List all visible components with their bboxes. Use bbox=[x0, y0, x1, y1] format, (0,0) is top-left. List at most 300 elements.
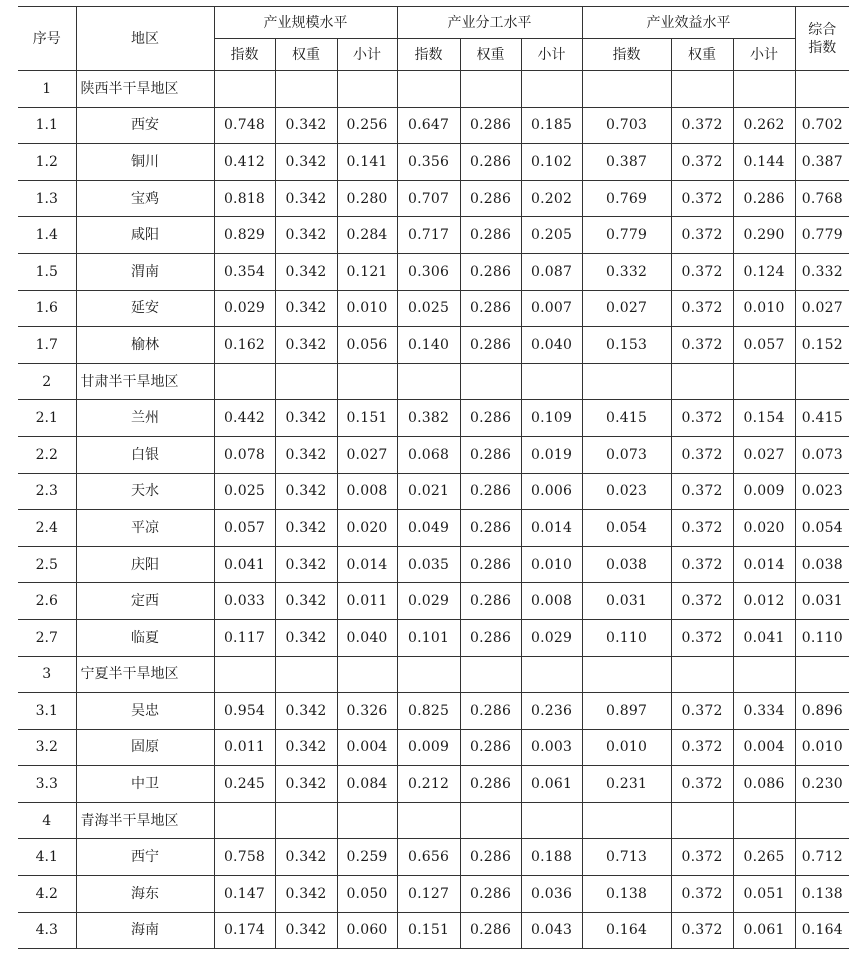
row-number: 3.2 bbox=[18, 729, 76, 766]
division-subtotal-cell: 0.036 bbox=[521, 876, 582, 913]
row-number: 4.2 bbox=[18, 876, 76, 913]
division-subtotal-cell: 0.205 bbox=[521, 217, 582, 254]
scale-index-cell: 0.245 bbox=[214, 766, 275, 803]
benefit-subtotal-cell: 0.124 bbox=[733, 253, 795, 290]
benefit-weight-cell: 0.372 bbox=[671, 253, 733, 290]
scale-subtotal-cell: 0.280 bbox=[337, 180, 397, 217]
row-number: 2.2 bbox=[18, 436, 76, 473]
division-index-cell: 0.035 bbox=[397, 546, 460, 583]
row-number: 1.4 bbox=[18, 217, 76, 254]
benefit-index-cell: 0.769 bbox=[582, 180, 671, 217]
composite-index-cell: 0.031 bbox=[795, 583, 849, 620]
empty-cell bbox=[460, 802, 521, 839]
division-subtotal-cell: 0.006 bbox=[521, 473, 582, 510]
benefit-subtotal-cell: 0.057 bbox=[733, 327, 795, 364]
scale-index-cell: 0.011 bbox=[214, 729, 275, 766]
table-row bbox=[18, 253, 849, 290]
row-number: 1.7 bbox=[18, 327, 76, 364]
division-subtotal-cell: 0.061 bbox=[521, 766, 582, 803]
empty-cell bbox=[460, 656, 521, 693]
table-row bbox=[18, 436, 849, 473]
composite-index-cell: 0.010 bbox=[795, 729, 849, 766]
scale-index-cell: 0.033 bbox=[214, 583, 275, 620]
division-weight-cell: 0.286 bbox=[460, 180, 521, 217]
benefit-index-cell: 0.387 bbox=[582, 144, 671, 181]
composite-index-cell: 0.138 bbox=[795, 876, 849, 913]
benefit-weight-cell: 0.372 bbox=[671, 510, 733, 547]
scale-weight-cell: 0.342 bbox=[275, 693, 337, 730]
scale-subtotal-cell: 0.020 bbox=[337, 510, 397, 547]
row-number: 2 bbox=[18, 363, 76, 400]
division-subtotal-cell: 0.102 bbox=[521, 144, 582, 181]
scale-weight-cell: 0.342 bbox=[275, 473, 337, 510]
division-subtotal-cell: 0.007 bbox=[521, 290, 582, 327]
benefit-subtotal-cell: 0.051 bbox=[733, 876, 795, 913]
benefit-subtotal-cell: 0.041 bbox=[733, 619, 795, 656]
division-subtotal-cell: 0.236 bbox=[521, 693, 582, 730]
row-number: 1.6 bbox=[18, 290, 76, 327]
header-sub-index: 指数 bbox=[397, 39, 460, 71]
scale-weight-cell: 0.342 bbox=[275, 290, 337, 327]
composite-index-cell: 0.415 bbox=[795, 400, 849, 437]
benefit-weight-cell: 0.372 bbox=[671, 912, 733, 949]
empty-cell bbox=[337, 363, 397, 400]
benefit-weight-cell: 0.372 bbox=[671, 180, 733, 217]
composite-index-cell: 0.038 bbox=[795, 546, 849, 583]
city-name: 西宁 bbox=[76, 839, 214, 876]
benefit-index-cell: 0.138 bbox=[582, 876, 671, 913]
city-name: 海东 bbox=[76, 876, 214, 913]
row-number: 3.3 bbox=[18, 766, 76, 803]
scale-subtotal-cell: 0.027 bbox=[337, 436, 397, 473]
benefit-index-cell: 0.010 bbox=[582, 729, 671, 766]
header-sub-subtotal: 小计 bbox=[337, 39, 397, 71]
table-row bbox=[18, 217, 849, 254]
division-weight-cell: 0.286 bbox=[460, 583, 521, 620]
table-row bbox=[18, 510, 849, 547]
composite-index-cell: 0.054 bbox=[795, 510, 849, 547]
scale-index-cell: 0.057 bbox=[214, 510, 275, 547]
scale-index-cell: 0.442 bbox=[214, 400, 275, 437]
benefit-weight-cell: 0.372 bbox=[671, 839, 733, 876]
row-number: 2.1 bbox=[18, 400, 76, 437]
division-subtotal-cell: 0.019 bbox=[521, 436, 582, 473]
city-name: 庆阳 bbox=[76, 546, 214, 583]
benefit-weight-cell: 0.372 bbox=[671, 729, 733, 766]
composite-index-cell: 0.230 bbox=[795, 766, 849, 803]
scale-weight-cell: 0.342 bbox=[275, 144, 337, 181]
empty-cell bbox=[582, 802, 671, 839]
division-index-cell: 0.647 bbox=[397, 107, 460, 144]
scale-subtotal-cell: 0.014 bbox=[337, 546, 397, 583]
benefit-index-cell: 0.038 bbox=[582, 546, 671, 583]
division-subtotal-cell: 0.109 bbox=[521, 400, 582, 437]
empty-cell bbox=[397, 802, 460, 839]
benefit-subtotal-cell: 0.027 bbox=[733, 436, 795, 473]
city-name: 宝鸡 bbox=[76, 180, 214, 217]
table-row bbox=[18, 107, 849, 144]
scale-index-cell: 0.758 bbox=[214, 839, 275, 876]
division-index-cell: 0.825 bbox=[397, 693, 460, 730]
empty-cell bbox=[214, 656, 275, 693]
scale-index-cell: 0.029 bbox=[214, 290, 275, 327]
city-name: 天水 bbox=[76, 473, 214, 510]
city-name: 定西 bbox=[76, 583, 214, 620]
division-index-cell: 0.029 bbox=[397, 583, 460, 620]
division-weight-cell: 0.286 bbox=[460, 400, 521, 437]
city-name: 临夏 bbox=[76, 619, 214, 656]
city-name: 兰州 bbox=[76, 400, 214, 437]
benefit-weight-cell: 0.372 bbox=[671, 693, 733, 730]
empty-cell bbox=[397, 71, 460, 108]
city-name: 渭南 bbox=[76, 253, 214, 290]
region-name: 宁夏半干旱地区 bbox=[76, 656, 214, 693]
scale-weight-cell: 0.342 bbox=[275, 546, 337, 583]
city-name: 海南 bbox=[76, 912, 214, 949]
table-row bbox=[18, 180, 849, 217]
table-row bbox=[18, 546, 849, 583]
table-row bbox=[18, 473, 849, 510]
city-name: 西安 bbox=[76, 107, 214, 144]
table-row bbox=[18, 729, 849, 766]
scale-subtotal-cell: 0.151 bbox=[337, 400, 397, 437]
region-name: 青海半干旱地区 bbox=[76, 802, 214, 839]
composite-index-cell: 0.164 bbox=[795, 912, 849, 949]
empty-cell bbox=[397, 363, 460, 400]
benefit-subtotal-cell: 0.012 bbox=[733, 583, 795, 620]
benefit-weight-cell: 0.372 bbox=[671, 876, 733, 913]
empty-cell bbox=[214, 363, 275, 400]
header-sub-index: 指数 bbox=[582, 39, 671, 71]
city-name: 铜川 bbox=[76, 144, 214, 181]
division-subtotal-cell: 0.010 bbox=[521, 546, 582, 583]
scale-subtotal-cell: 0.256 bbox=[337, 107, 397, 144]
region-name: 甘肃半干旱地区 bbox=[76, 363, 214, 400]
scale-weight-cell: 0.342 bbox=[275, 729, 337, 766]
scale-subtotal-cell: 0.284 bbox=[337, 217, 397, 254]
row-number: 3.1 bbox=[18, 693, 76, 730]
benefit-subtotal-cell: 0.014 bbox=[733, 546, 795, 583]
composite-index-cell: 0.332 bbox=[795, 253, 849, 290]
benefit-weight-cell: 0.372 bbox=[671, 144, 733, 181]
division-index-cell: 0.707 bbox=[397, 180, 460, 217]
division-index-cell: 0.356 bbox=[397, 144, 460, 181]
table-row bbox=[18, 327, 849, 364]
empty-cell bbox=[671, 656, 733, 693]
division-weight-cell: 0.286 bbox=[460, 327, 521, 364]
empty-cell bbox=[460, 363, 521, 400]
scale-index-cell: 0.025 bbox=[214, 473, 275, 510]
table-row bbox=[18, 400, 849, 437]
benefit-weight-cell: 0.372 bbox=[671, 619, 733, 656]
benefit-subtotal-cell: 0.004 bbox=[733, 729, 795, 766]
row-number: 2.6 bbox=[18, 583, 76, 620]
empty-cell bbox=[582, 363, 671, 400]
table-row bbox=[18, 876, 849, 913]
benefit-index-cell: 0.164 bbox=[582, 912, 671, 949]
benefit-weight-cell: 0.372 bbox=[671, 290, 733, 327]
division-weight-cell: 0.286 bbox=[460, 290, 521, 327]
empty-cell bbox=[214, 802, 275, 839]
division-weight-cell: 0.286 bbox=[460, 253, 521, 290]
division-index-cell: 0.101 bbox=[397, 619, 460, 656]
benefit-index-cell: 0.023 bbox=[582, 473, 671, 510]
composite-index-cell: 0.152 bbox=[795, 327, 849, 364]
city-name: 榆林 bbox=[76, 327, 214, 364]
group-row bbox=[18, 71, 849, 108]
benefit-weight-cell: 0.372 bbox=[671, 546, 733, 583]
benefit-index-cell: 0.897 bbox=[582, 693, 671, 730]
empty-cell bbox=[337, 71, 397, 108]
division-subtotal-cell: 0.087 bbox=[521, 253, 582, 290]
benefit-index-cell: 0.703 bbox=[582, 107, 671, 144]
table-row bbox=[18, 912, 849, 949]
empty-cell bbox=[521, 71, 582, 108]
row-number: 4.3 bbox=[18, 912, 76, 949]
scale-weight-cell: 0.342 bbox=[275, 510, 337, 547]
benefit-index-cell: 0.332 bbox=[582, 253, 671, 290]
scale-subtotal-cell: 0.010 bbox=[337, 290, 397, 327]
row-number: 1.2 bbox=[18, 144, 76, 181]
benefit-weight-cell: 0.372 bbox=[671, 400, 733, 437]
row-number: 2.5 bbox=[18, 546, 76, 583]
scale-index-cell: 0.829 bbox=[214, 217, 275, 254]
empty-cell bbox=[214, 71, 275, 108]
benefit-subtotal-cell: 0.086 bbox=[733, 766, 795, 803]
division-subtotal-cell: 0.029 bbox=[521, 619, 582, 656]
empty-cell bbox=[671, 363, 733, 400]
division-index-cell: 0.068 bbox=[397, 436, 460, 473]
empty-cell bbox=[733, 363, 795, 400]
header-sub-weight: 权重 bbox=[460, 39, 521, 71]
composite-index-cell: 0.768 bbox=[795, 180, 849, 217]
scale-weight-cell: 0.342 bbox=[275, 436, 337, 473]
benefit-weight-cell: 0.372 bbox=[671, 583, 733, 620]
division-index-cell: 0.717 bbox=[397, 217, 460, 254]
scale-weight-cell: 0.342 bbox=[275, 583, 337, 620]
group-row bbox=[18, 656, 849, 693]
city-name: 平凉 bbox=[76, 510, 214, 547]
scale-subtotal-cell: 0.084 bbox=[337, 766, 397, 803]
table-body bbox=[18, 71, 849, 949]
group-row bbox=[18, 363, 849, 400]
row-number: 4.1 bbox=[18, 839, 76, 876]
benefit-index-cell: 0.779 bbox=[582, 217, 671, 254]
scale-index-cell: 0.954 bbox=[214, 693, 275, 730]
empty-cell bbox=[275, 363, 337, 400]
division-subtotal-cell: 0.003 bbox=[521, 729, 582, 766]
benefit-index-cell: 0.153 bbox=[582, 327, 671, 364]
scale-index-cell: 0.117 bbox=[214, 619, 275, 656]
empty-cell bbox=[275, 71, 337, 108]
benefit-weight-cell: 0.372 bbox=[671, 327, 733, 364]
empty-cell bbox=[521, 656, 582, 693]
empty-cell bbox=[275, 656, 337, 693]
table-row bbox=[18, 583, 849, 620]
division-weight-cell: 0.286 bbox=[460, 473, 521, 510]
benefit-weight-cell: 0.372 bbox=[671, 766, 733, 803]
benefit-index-cell: 0.054 bbox=[582, 510, 671, 547]
scale-weight-cell: 0.342 bbox=[275, 400, 337, 437]
scale-subtotal-cell: 0.011 bbox=[337, 583, 397, 620]
scale-subtotal-cell: 0.259 bbox=[337, 839, 397, 876]
benefit-subtotal-cell: 0.010 bbox=[733, 290, 795, 327]
benefit-subtotal-cell: 0.286 bbox=[733, 180, 795, 217]
division-index-cell: 0.382 bbox=[397, 400, 460, 437]
table-container bbox=[18, 6, 849, 949]
division-index-cell: 0.009 bbox=[397, 729, 460, 766]
division-weight-cell: 0.286 bbox=[460, 144, 521, 181]
table-row bbox=[18, 766, 849, 803]
division-weight-cell: 0.286 bbox=[460, 107, 521, 144]
composite-index-cell: 0.896 bbox=[795, 693, 849, 730]
empty-cell bbox=[582, 71, 671, 108]
composite-index-cell: 0.027 bbox=[795, 290, 849, 327]
empty-cell bbox=[521, 363, 582, 400]
city-name: 咸阳 bbox=[76, 217, 214, 254]
scale-subtotal-cell: 0.050 bbox=[337, 876, 397, 913]
row-number: 4 bbox=[18, 802, 76, 839]
division-index-cell: 0.021 bbox=[397, 473, 460, 510]
benefit-index-cell: 0.415 bbox=[582, 400, 671, 437]
division-weight-cell: 0.286 bbox=[460, 217, 521, 254]
row-number: 2.4 bbox=[18, 510, 76, 547]
composite-index-cell: 0.712 bbox=[795, 839, 849, 876]
group-row bbox=[18, 802, 849, 839]
benefit-subtotal-cell: 0.154 bbox=[733, 400, 795, 437]
division-weight-cell: 0.286 bbox=[460, 546, 521, 583]
scale-subtotal-cell: 0.004 bbox=[337, 729, 397, 766]
scale-index-cell: 0.162 bbox=[214, 327, 275, 364]
division-subtotal-cell: 0.185 bbox=[521, 107, 582, 144]
row-number: 2.3 bbox=[18, 473, 76, 510]
scale-index-cell: 0.354 bbox=[214, 253, 275, 290]
empty-cell bbox=[397, 656, 460, 693]
region-name: 陕西半干旱地区 bbox=[76, 71, 214, 108]
division-index-cell: 0.151 bbox=[397, 912, 460, 949]
benefit-weight-cell: 0.372 bbox=[671, 217, 733, 254]
city-name: 吴忠 bbox=[76, 693, 214, 730]
city-name: 白银 bbox=[76, 436, 214, 473]
table-row bbox=[18, 693, 849, 730]
scale-weight-cell: 0.342 bbox=[275, 876, 337, 913]
row-number: 1 bbox=[18, 71, 76, 108]
division-weight-cell: 0.286 bbox=[460, 729, 521, 766]
scale-weight-cell: 0.342 bbox=[275, 766, 337, 803]
benefit-weight-cell: 0.372 bbox=[671, 473, 733, 510]
scale-index-cell: 0.412 bbox=[214, 144, 275, 181]
division-weight-cell: 0.286 bbox=[460, 693, 521, 730]
scale-weight-cell: 0.342 bbox=[275, 180, 337, 217]
row-number: 1.1 bbox=[18, 107, 76, 144]
division-subtotal-cell: 0.040 bbox=[521, 327, 582, 364]
scale-weight-cell: 0.342 bbox=[275, 107, 337, 144]
division-index-cell: 0.306 bbox=[397, 253, 460, 290]
composite-index-cell: 0.387 bbox=[795, 144, 849, 181]
table-header bbox=[18, 7, 849, 71]
division-weight-cell: 0.286 bbox=[460, 766, 521, 803]
scale-index-cell: 0.748 bbox=[214, 107, 275, 144]
benefit-subtotal-cell: 0.009 bbox=[733, 473, 795, 510]
scale-subtotal-cell: 0.008 bbox=[337, 473, 397, 510]
header-sub-subtotal: 小计 bbox=[521, 39, 582, 71]
empty-cell bbox=[795, 802, 849, 839]
empty-cell bbox=[795, 363, 849, 400]
row-number: 1.3 bbox=[18, 180, 76, 217]
header-composite: 综合指数 bbox=[795, 7, 849, 71]
benefit-index-cell: 0.713 bbox=[582, 839, 671, 876]
division-index-cell: 0.025 bbox=[397, 290, 460, 327]
division-weight-cell: 0.286 bbox=[460, 876, 521, 913]
table-row bbox=[18, 144, 849, 181]
division-weight-cell: 0.286 bbox=[460, 839, 521, 876]
scale-index-cell: 0.818 bbox=[214, 180, 275, 217]
benefit-index-cell: 0.073 bbox=[582, 436, 671, 473]
division-index-cell: 0.049 bbox=[397, 510, 460, 547]
header-no: 序号 bbox=[18, 7, 76, 71]
scale-subtotal-cell: 0.326 bbox=[337, 693, 397, 730]
division-weight-cell: 0.286 bbox=[460, 912, 521, 949]
empty-cell bbox=[795, 71, 849, 108]
scale-subtotal-cell: 0.121 bbox=[337, 253, 397, 290]
row-number: 2.7 bbox=[18, 619, 76, 656]
scale-weight-cell: 0.342 bbox=[275, 839, 337, 876]
empty-cell bbox=[275, 802, 337, 839]
division-weight-cell: 0.286 bbox=[460, 619, 521, 656]
division-index-cell: 0.127 bbox=[397, 876, 460, 913]
composite-index-cell: 0.779 bbox=[795, 217, 849, 254]
scale-index-cell: 0.174 bbox=[214, 912, 275, 949]
division-subtotal-cell: 0.014 bbox=[521, 510, 582, 547]
city-name: 中卫 bbox=[76, 766, 214, 803]
division-index-cell: 0.656 bbox=[397, 839, 460, 876]
scale-index-cell: 0.078 bbox=[214, 436, 275, 473]
empty-cell bbox=[733, 802, 795, 839]
benefit-subtotal-cell: 0.265 bbox=[733, 839, 795, 876]
benefit-subtotal-cell: 0.334 bbox=[733, 693, 795, 730]
empty-cell bbox=[671, 802, 733, 839]
header-group-scale: 产业规模水平 bbox=[214, 7, 397, 39]
scale-weight-cell: 0.342 bbox=[275, 327, 337, 364]
city-name: 延安 bbox=[76, 290, 214, 327]
empty-cell bbox=[733, 71, 795, 108]
table-row bbox=[18, 619, 849, 656]
benefit-subtotal-cell: 0.262 bbox=[733, 107, 795, 144]
benefit-subtotal-cell: 0.290 bbox=[733, 217, 795, 254]
scale-subtotal-cell: 0.060 bbox=[337, 912, 397, 949]
division-weight-cell: 0.286 bbox=[460, 510, 521, 547]
benefit-index-cell: 0.027 bbox=[582, 290, 671, 327]
composite-index-cell: 0.023 bbox=[795, 473, 849, 510]
header-sub-weight: 权重 bbox=[275, 39, 337, 71]
row-number: 1.5 bbox=[18, 253, 76, 290]
benefit-subtotal-cell: 0.020 bbox=[733, 510, 795, 547]
header-sub-subtotal: 小计 bbox=[733, 39, 795, 71]
header-group-benefit: 产业效益水平 bbox=[582, 7, 795, 39]
composite-index-cell: 0.110 bbox=[795, 619, 849, 656]
scale-subtotal-cell: 0.040 bbox=[337, 619, 397, 656]
scale-weight-cell: 0.342 bbox=[275, 217, 337, 254]
empty-cell bbox=[582, 656, 671, 693]
industry-index-table bbox=[18, 6, 849, 949]
empty-cell bbox=[671, 71, 733, 108]
row-number: 3 bbox=[18, 656, 76, 693]
benefit-index-cell: 0.031 bbox=[582, 583, 671, 620]
division-subtotal-cell: 0.202 bbox=[521, 180, 582, 217]
header-sub-index: 指数 bbox=[214, 39, 275, 71]
scale-weight-cell: 0.342 bbox=[275, 912, 337, 949]
empty-cell bbox=[460, 71, 521, 108]
